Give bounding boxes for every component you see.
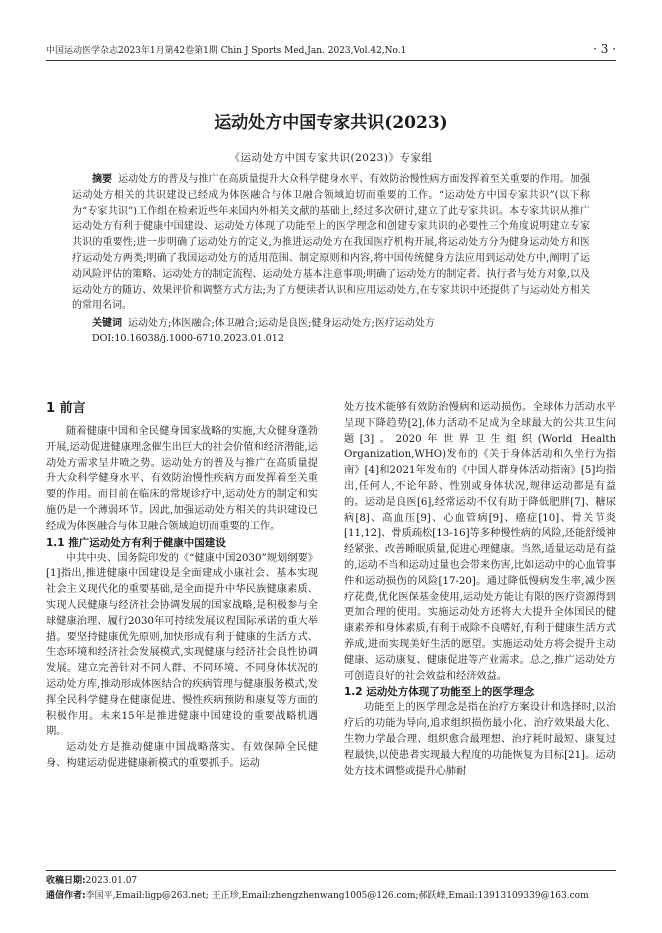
keywords-line xyxy=(72,316,590,332)
subsection-heading: 1.1 推广运动处方有利于健康中国建设 xyxy=(46,536,226,549)
body-paragraph: 处方技术能够有效防治慢病和运动损伤。全球体力活动水平呈现下降趋势[2],体力活动不足成为全球最大的公共卫生问题[3]。2020年世界卫生组织(World Health Organization,WHO)发布的《关于身体活动和久坐行为指南》[4]和2021年发布的《中国人群身体活动指南》[5]均指出,任何人,不论年龄、性别或身体状况,规律运动都是有益的。运动是良医[6],经常运动不仅有助于降低肥胖[7]、糖尿病[8]、高血压[9]、心血管病[9]、癌症[10]、骨关节炎[11,12]、骨质疏松[13-16]等多种慢性病的风险,还能舒缓神经紧张、改善睡眠质量,促进心理健康。当然,适量运动是有益的,运动不当和运动过量也会带来伤害,比如运动中的心血管事件和运动损伤的风险[17-20]。通过降低慢病发生率,减少医疗花费,优化医保基金使用,运动处方能让有限的医疗资源得到更加合理的使用。实施运动处方还将大大提升全体国民的健康素养和身体素质,有利于戒除不良嗜好,有利于健康生活方式养成,进而实现美好生活的愿望。实施运动处方将会提升主动健康、运动康复、健康促进等产业需求。总之,推广运动处方可创造良好的社会效益和经济效益。 xyxy=(344,402,616,682)
received-date: 2023.01.07 xyxy=(85,876,138,886)
corresponding-text: 李国平,Email:ligp@263.net; 王正珍,Email:zhengzhenwang1005@126.com;郝跃峰,Email:13913109339@163.com xyxy=(85,891,589,901)
keywords-text: 运动处方;体医融合;体卫融合;运动是良医;健身运动处方;医疗运动处方 xyxy=(128,318,435,330)
author-group: 《运动处方中国专家共识(2023)》专家组 xyxy=(229,152,433,164)
body-column-right xyxy=(344,400,616,779)
body-paragraph: 运动处方是推动健康中国战略落实、有效保障全民健身、构建运动促进健康新模式的重要抓手。运动 xyxy=(46,742,318,769)
corresponding-label: 通信作者: xyxy=(46,891,86,901)
received-label: 收稿日期: xyxy=(46,876,86,886)
body-paragraph: 中共中央、国务院印发的《“健康中国2030”规划纲要》[1]指出,推进健康中国建设是全面建成小康社会、基本实现社会主义现代化的重要基础,是全面提升中华民族健康素质、实现人民健康与经济社会协调发展的国家战略,是积极参与全球健康治理、履行2030年可持续发展议程国际承诺的重大举措。要坚持健康优先原则,加快形成有利于健康的生活方式、生态环境和经济社会发展模式,实现健康与经济社会良性协调发展。建立完善针对不同人群、不同环境、不同身体状况的运动处方库,推动形成体医结合的疾病管理与健康服务模式,发挥全民科学健身在健康促进、慢性疾病预防和康复等方面的积极作用。未来15年是推进健康中国建设的重要战略机遇期。 xyxy=(46,552,318,738)
received-line xyxy=(46,874,616,889)
section-heading-introduction: 1 前言 xyxy=(46,401,86,416)
body-paragraph: 功能至上的医学理念是指在治疗方案设计和选择时,以治疗后的功能为导向,追求组织损伤最小化、治疗效果最大化、生物力学最合理、组织愈合最理想、治疗耗时最短、康复过程最快,以使患者实现最大程度的功能恢复为目标[21]。运动处方技术调整或提升心肺耐 xyxy=(344,702,616,777)
abstract-label: 摘要 xyxy=(92,174,113,185)
article-title: 运动处方中国专家共识(2023) xyxy=(214,113,448,133)
running-header xyxy=(46,42,616,61)
footnote-block xyxy=(46,870,616,904)
abstract-text: 运动处方的普及与推广在高质量提升大众科学健身水平、有效防治慢性病方面发挥着至关重要的作用。加强运动处方相关的共识建设已经成为体医融合与体卫融合领域迫切而重要的工作。“运动处方中国专家共识”(以下称为“专家共识”)工作组在检索近些年来国内外相关文献的基础上,经过多次研讨,建立了此专家共识。本专家共识从推广运动处方有利于健康中国建设、运动处方体现了功能至上的医学理念和创建专家共识的必要性三个角度说明建立专家共识的重要性;进一步明确了运动处方的定义,为推进运动处方在我国医疗机构开展,将运动处方分为健身运动处方和医疗运动处方两类;明确了我国运动处方的适用范围、制定原则和内容,将中国传统健身方法应用到运动处方中,阐明了运动风险评估的策略、运动处方的制定流程、运动处方基本注意事项;明确了运动处方的制定者、执行者与处方对象,以及运动处方的随访、效果评价和调整方式方法;为了方便读者认识和应用运动处方,在专家共识中还提供了与运动处方相关的常用名词。 xyxy=(72,174,591,312)
journal-citation: 中国运动医学杂志2023年1月第42卷第1期 Chin J Sports Med,Jan. 2023,Vol.42,No.1 xyxy=(46,46,407,56)
doi: DOI:10.16038/j.1000-6710.2023.01.012 xyxy=(92,332,284,344)
subsection-heading: 1.2 运动处方体现了功能至上的医学理念 xyxy=(344,686,535,699)
corresponding-author-line xyxy=(46,889,616,904)
page-number: · 3 · xyxy=(593,42,616,56)
abstract-block xyxy=(72,172,590,346)
body-paragraph: 随着健康中国和全民健身国家战略的实施,大众健身蓬勃开展,运动促进健康理念催生出巨大的社会价值和经济潜能,运动处方需求呈井喷之势。运动处方的普及与推广在高质量提升大众科学健身水平、有效防治慢性疾病方面发挥着至关重要的作用。而目前在临床的常规诊疗中,运动处方的制定和实施仍是一个薄弱环节。因此,加强运动处方相关的共识建设已经成为体医融合与体卫融合领域迫切而重要的工作。 xyxy=(46,426,318,532)
body-column-left xyxy=(46,400,318,772)
keywords-label: 关键词 xyxy=(92,318,122,330)
abstract-paragraph xyxy=(72,172,590,314)
